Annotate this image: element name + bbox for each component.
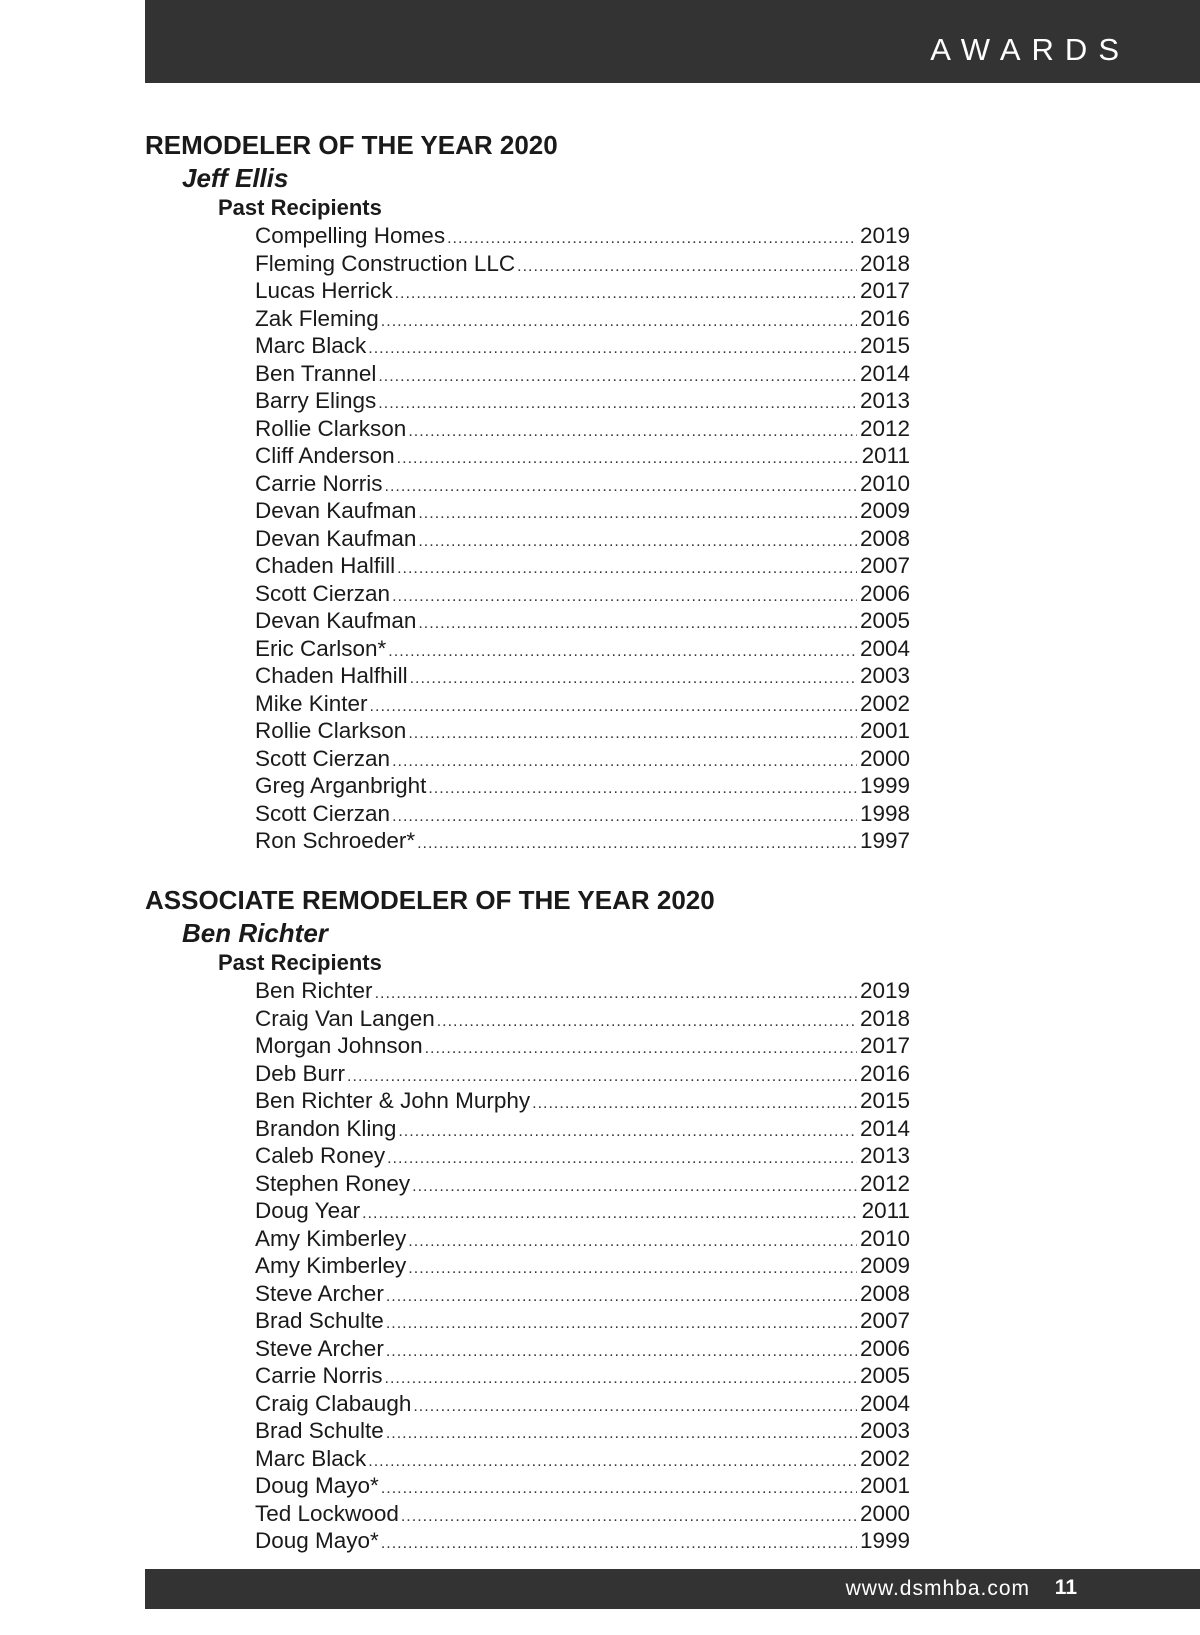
list-item	[255, 1390, 910, 1418]
recipient-name: Craig Van Langen	[255, 1005, 435, 1031]
dot-leader	[368, 335, 857, 363]
recipient-year: 2012	[859, 415, 910, 441]
recipient-year: 2010	[859, 470, 910, 496]
list-item	[255, 772, 910, 800]
recipient-name: Lucas Herrick	[255, 278, 393, 303]
list-item	[255, 1060, 910, 1088]
recipient-year: 2019	[859, 223, 910, 248]
recipient-year: 2015	[859, 1088, 910, 1113]
dot-leader	[378, 390, 857, 418]
recipient-name: Ben Trannel	[255, 360, 377, 386]
list-item	[255, 470, 910, 498]
recipient-name: Caleb Roney	[255, 1143, 386, 1168]
recipient-name: Fleming Construction LLC	[255, 250, 516, 276]
list-item	[255, 1417, 910, 1445]
recipient-year: 2013	[859, 388, 910, 413]
recipient-year: 2014	[859, 1115, 910, 1141]
dot-leader	[368, 1448, 857, 1476]
dot-leader	[397, 445, 859, 473]
recipient-name: Marc Black	[255, 1445, 367, 1471]
dot-leader	[370, 693, 857, 721]
dot-leader	[425, 1035, 857, 1063]
recipient-year: 1999	[859, 1528, 910, 1553]
recipient-year: 2018	[859, 250, 910, 276]
list-item	[255, 745, 910, 773]
recipient-year: 2003	[859, 1418, 910, 1443]
list-item	[255, 1005, 910, 1033]
dot-leader	[397, 555, 857, 583]
recipient-year: 2007	[859, 553, 910, 578]
list-item	[255, 415, 910, 443]
recipient-name: Cliff Anderson	[255, 443, 395, 468]
dot-leader	[386, 1420, 857, 1448]
recipient-year: 2001	[859, 1473, 910, 1498]
list-item	[255, 580, 910, 608]
recipient-name: Chaden Halfhill	[255, 663, 408, 688]
winner-name: Ben Richter	[182, 918, 328, 948]
dot-leader	[412, 1173, 857, 1201]
recipient-name: Rollie Clarkson	[255, 415, 407, 441]
dot-leader	[418, 610, 857, 638]
dot-leader	[408, 1228, 857, 1256]
dot-leader	[378, 363, 857, 391]
page-number: 11	[1054, 1576, 1077, 1599]
recipient-name: Amy Kimberley	[255, 1225, 407, 1251]
recipient-year: 2009	[859, 1253, 910, 1278]
recipient-name: Steve Archer	[255, 1335, 384, 1361]
list-item	[255, 1115, 910, 1143]
dot-leader	[410, 665, 857, 693]
list-item	[255, 1252, 910, 1280]
dot-leader	[347, 1063, 857, 1091]
recipient-year: 2002	[859, 690, 910, 716]
recipient-name: Eric Carlson*	[255, 635, 387, 661]
list-item	[255, 827, 910, 855]
dot-leader	[381, 1475, 857, 1503]
recipient-name: Amy Kimberley	[255, 1253, 407, 1278]
dot-leader	[385, 473, 857, 501]
recipient-year: 2016	[859, 305, 910, 331]
list-item	[255, 250, 910, 278]
recipient-name: Scott Cierzan	[255, 800, 391, 826]
recipient-year: 2006	[859, 1335, 910, 1361]
recipient-name: Ben Richter & John Murphy	[255, 1088, 531, 1113]
list-item	[255, 1087, 910, 1115]
recipient-name: Barry Elings	[255, 388, 377, 413]
recipient-year: 2015	[859, 333, 910, 358]
recipient-year: 2004	[859, 1390, 910, 1416]
dot-leader	[392, 803, 857, 831]
recipient-year: 2000	[859, 1500, 910, 1526]
dot-leader	[386, 1338, 857, 1366]
dot-leader	[392, 748, 857, 776]
recipient-name: Marc Black	[255, 333, 367, 358]
dot-leader	[395, 280, 857, 308]
recipient-year: 2010	[859, 1225, 910, 1251]
recipient-year: 2017	[859, 278, 910, 303]
recipient-name: Mike Kinter	[255, 690, 368, 716]
recipient-year: 2004	[859, 635, 910, 661]
list-item	[255, 387, 910, 415]
list-item	[255, 305, 910, 333]
list-item	[255, 800, 910, 828]
recipient-year: 2017	[859, 1033, 910, 1058]
list-item	[255, 1307, 910, 1335]
recipient-name: Doug Year	[255, 1198, 361, 1223]
section-title: REMODELER OF THE YEAR 2020	[145, 130, 558, 160]
recipient-name: Morgan Johnson	[255, 1033, 423, 1058]
recipient-year: 1997	[859, 828, 910, 853]
list-item	[255, 690, 910, 718]
list-item	[255, 1197, 910, 1225]
list-item	[255, 1225, 910, 1253]
recipient-year: 2006	[859, 580, 910, 606]
recipient-year: 1999	[859, 773, 910, 798]
dot-leader	[388, 638, 857, 666]
list-item	[255, 1170, 910, 1198]
recipient-name: Greg Arganbright	[255, 773, 427, 798]
dot-leader	[413, 1393, 857, 1421]
recipient-name: Devan Kaufman	[255, 608, 417, 633]
list-item	[255, 360, 910, 388]
list-item	[255, 277, 910, 305]
dot-leader	[517, 253, 857, 281]
recipient-year: 2003	[859, 663, 910, 688]
recipient-name: Rollie Clarkson	[255, 718, 407, 743]
dot-leader	[408, 720, 857, 748]
recipient-name: Steve Archer	[255, 1280, 384, 1306]
recipient-year: 2011	[861, 1198, 910, 1223]
recipient-year: 2018	[859, 1005, 910, 1031]
recipient-name: Deb Burr	[255, 1060, 346, 1086]
recipient-name: Ben Richter	[255, 978, 373, 1003]
footer-url: www.dsmhba.com	[845, 1577, 1030, 1600]
list-item	[255, 1032, 910, 1060]
recipient-name: Brad Schulte	[255, 1308, 384, 1333]
dot-leader	[386, 1310, 857, 1338]
dot-leader	[418, 500, 857, 528]
recipient-name: Scott Cierzan	[255, 580, 391, 606]
recipient-year: 2002	[859, 1445, 910, 1471]
recipient-year: 2000	[859, 745, 910, 771]
dot-leader	[532, 1090, 857, 1118]
dot-leader	[401, 1503, 857, 1531]
list-item	[255, 717, 910, 745]
recipient-year: 2008	[859, 1280, 910, 1306]
dot-leader	[375, 980, 857, 1008]
list-item	[255, 442, 910, 470]
dot-leader	[392, 583, 857, 611]
recipient-year: 2005	[859, 608, 910, 633]
list-item	[255, 1142, 910, 1170]
dot-leader	[387, 1145, 857, 1173]
recipient-list	[255, 977, 910, 1555]
list-item	[255, 552, 910, 580]
recipient-name: Chaden Halfill	[255, 553, 396, 578]
recipient-year: 2001	[859, 718, 910, 743]
list-item	[255, 497, 910, 525]
recipient-name: Compelling Homes	[255, 223, 446, 248]
recipient-name: Ron Schroeder*	[255, 828, 416, 853]
recipient-name: Devan Kaufman	[255, 498, 417, 523]
dot-leader	[381, 1530, 857, 1558]
recipient-name: Zak Fleming	[255, 305, 379, 331]
list-item	[255, 635, 910, 663]
dot-leader	[362, 1200, 859, 1228]
recipient-year: 2008	[859, 525, 910, 551]
section-remodeler	[145, 128, 910, 855]
recipient-year: 2013	[859, 1143, 910, 1168]
list-item	[255, 332, 910, 360]
section-title: ASSOCIATE REMODELER OF THE YEAR 2020	[145, 885, 715, 915]
recipient-year: 2007	[859, 1308, 910, 1333]
dot-leader	[418, 528, 857, 556]
recipient-name: Stephen Roney	[255, 1170, 411, 1196]
recipient-year: 2016	[859, 1060, 910, 1086]
recipient-name: Carrie Norris	[255, 1363, 383, 1388]
recipient-name: Brandon Kling	[255, 1115, 397, 1141]
dot-leader	[385, 1365, 857, 1393]
recipient-name: Scott Cierzan	[255, 745, 391, 771]
recipient-list	[255, 222, 910, 855]
list-item	[255, 1335, 910, 1363]
dot-leader	[428, 775, 857, 803]
list-item	[255, 1362, 910, 1390]
recipient-year: 1998	[859, 800, 910, 826]
recipient-name: Doug Mayo*	[255, 1528, 379, 1553]
recipient-name: Craig Clabaugh	[255, 1390, 412, 1416]
list-item	[255, 1445, 910, 1473]
footer-bar	[145, 1569, 1200, 1609]
dot-leader	[386, 1283, 857, 1311]
list-item	[255, 662, 910, 690]
header-bar	[145, 0, 1200, 83]
recipient-name: Ted Lockwood	[255, 1500, 399, 1526]
winner-name: Jeff Ellis	[182, 163, 289, 193]
recipient-year: 2005	[859, 1363, 910, 1388]
dot-leader	[408, 1255, 857, 1283]
recipient-year: 2012	[859, 1170, 910, 1196]
list-item	[255, 222, 910, 250]
section-associate-remodeler	[145, 883, 910, 1555]
dot-leader	[437, 1008, 857, 1036]
dot-leader	[398, 1118, 857, 1146]
list-item	[255, 1527, 910, 1555]
header-title: AWARDS	[930, 32, 1130, 67]
recipient-name: Devan Kaufman	[255, 525, 417, 551]
list-item	[255, 1280, 910, 1308]
recipient-year: 2014	[859, 360, 910, 386]
recipient-year: 2019	[859, 978, 910, 1003]
recipient-name: Carrie Norris	[255, 470, 383, 496]
past-recipients-label: Past Recipients	[218, 950, 382, 975]
list-item	[255, 977, 910, 1005]
recipient-year: 2011	[861, 443, 910, 468]
dot-leader	[408, 418, 857, 446]
past-recipients-label: Past Recipients	[218, 195, 382, 220]
dot-leader	[381, 308, 857, 336]
dot-leader	[447, 225, 857, 253]
recipient-name: Doug Mayo*	[255, 1473, 379, 1498]
list-item	[255, 525, 910, 553]
dot-leader	[417, 830, 857, 858]
list-item	[255, 1500, 910, 1528]
recipient-name: Brad Schulte	[255, 1418, 384, 1443]
list-item	[255, 1472, 910, 1500]
recipient-year: 2009	[859, 498, 910, 523]
list-item	[255, 607, 910, 635]
